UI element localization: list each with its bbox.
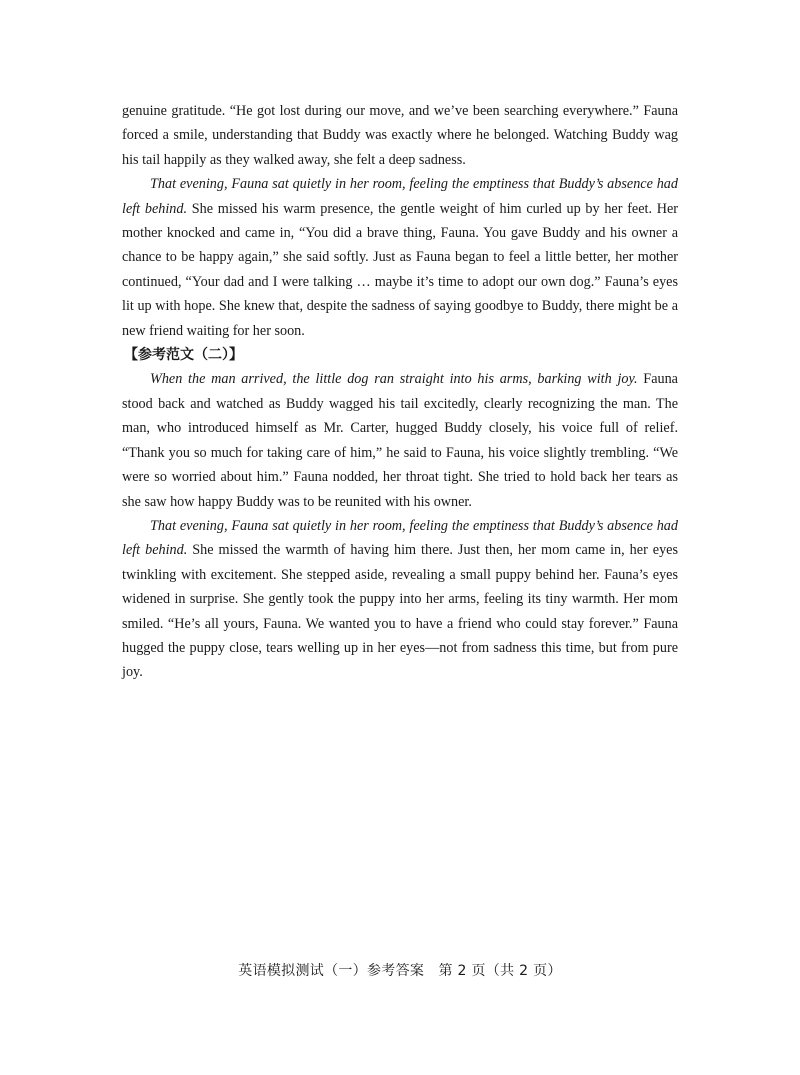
paragraph-opening-italic: That evening, Fauna sat quietly in her room, feeling the emptiness that Buddy’s absence had left behind. (122, 176, 678, 217)
paragraph-text: She missed the warmth of having him there. Just then, her mom came in, her eyes twinkling with excitement. She stepped aside, revealing a small puppy behind her. Fauna’s eyes widened in surprise. She gently took the puppy into her arms, feeling its tiny warmth. Her mom smiled. “He’s all yours, Fauna. We wanted you to have a friend who could stay forever.” Fauna hugged the puppy close, tears welling up in her eyes—not from sadness this time, but from pure joy. (122, 542, 678, 681)
paragraph-evening-one (122, 172, 678, 343)
paragraph-text: genuine gratitude. “He got lost during our move, and we’ve been searching everywhere.” Fauna forced a smile, understanding that Buddy was exactly where he belonged. Watching Buddy wag his tail happily as they walked away, she felt a deep sadness. (122, 103, 678, 168)
paragraph-text: She missed his warm presence, the gentle weight of him curled up by her feet. Her mother knocked and came in, “You did a brave thing, Fauna. You gave Buddy and his owner a chance to be happy again,” she said softly. Just as Fauna began to feel a little better, her mother continued, “Your dad and I were talking … maybe it’s time to adopt our own dog.” Fauna’s eyes lit up with hope. She knew that, despite the sadness of saying goodbye to Buddy, there might be a new friend waiting for her soon. (122, 200, 679, 339)
paragraph-arrival (122, 367, 678, 513)
document-body (122, 99, 678, 685)
paragraph-opening-italic: That evening, Fauna sat quietly in her room, feeling the emptiness that Buddy’s absence had left behind. (122, 517, 678, 559)
paragraph-text: Fauna stood back and watched as Buddy wagged his tail excitedly, clearly recognizing the man. The man, who introduced himself as Mr. Carter, hugged Buddy closely, his voice full of relief. “Thank you so much for taking care of him,” he said to Fauna, his voice slightly trembling. “We were so worried about him.” Fauna nodded, her throat tight. She tried to hold back her tears as she saw how happy Buddy was to be reunited with his owner. (122, 371, 678, 510)
paragraph-opening-italic: When the man arrived, the little dog ran straight into his arms, barking with joy. (150, 371, 638, 388)
section-heading: 【参考范文（二）】 (124, 347, 243, 364)
paragraph-evening-two (122, 514, 678, 685)
paragraph-continuation (122, 99, 678, 172)
page-footer: 英语模拟测试（一）参考答案 第 2 页（共 2 页） (238, 963, 562, 979)
